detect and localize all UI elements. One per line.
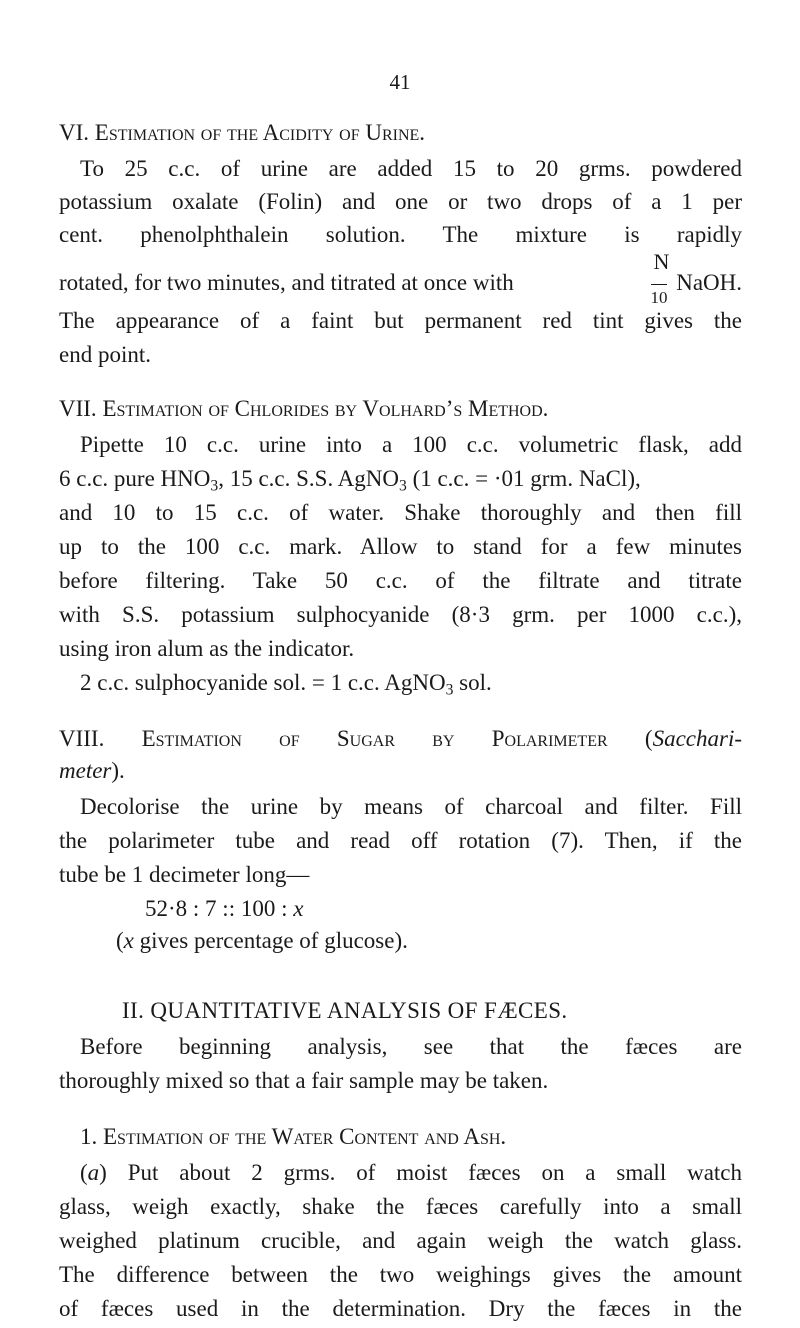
paragraph-line: end point.: [59, 342, 151, 367]
formula-variable: x: [293, 896, 304, 921]
text-run: sol.: [453, 670, 492, 695]
section-title: Estimation of the Water Content and Ash.: [103, 1124, 507, 1149]
text-run: gives percentage of glucose).: [133, 928, 408, 953]
paragraph-line-with-fraction: [59, 249, 742, 307]
equivalence-line: [80, 668, 742, 698]
subscript: 3: [399, 477, 407, 495]
item-letter: a: [87, 1160, 100, 1185]
text-run: 2 c.c. sulphocyanide sol. = 1 c.c. AgNO: [80, 670, 446, 695]
paragraph-line: weighed platinum crucible, and again weigh the watch glass.: [59, 1228, 742, 1253]
fraction-numerator: N: [653, 249, 670, 274]
paragraph-line: Pipette 10 c.c. urine into a 100 c.c. volumetric flask, add: [80, 432, 742, 457]
text-run: ).: [111, 758, 125, 783]
paragraph-line: The appearance of a faint but permanent red tint gives the: [59, 308, 742, 333]
section-heading-viii: [59, 724, 742, 754]
fraction: [650, 249, 670, 307]
section-number: VII.: [59, 396, 97, 421]
text-run: ) Put about 2 grms. of moist fæces on a small watch: [99, 1160, 742, 1185]
paragraph-line: before filtering. Take 50 c.c. of the filtrate and titrate: [59, 568, 742, 593]
page-number: 41: [389, 70, 411, 94]
section-title: Estimation of the Acidity of Urine.: [94, 120, 426, 145]
paragraph-line: glass, weigh exactly, shake the fæces carefully into a small: [59, 1194, 742, 1219]
subscript: 3: [445, 681, 454, 699]
section-title-italic: Sacchari-: [652, 726, 742, 751]
part-title: II. QUANTITATIVE ANALYSIS OF FÆCES.: [122, 998, 568, 1023]
text-run: 6 c.c. pure HNO: [59, 466, 211, 491]
proportion-formula: [145, 894, 303, 924]
text-run: NaOH.: [676, 270, 742, 295]
paragraph-line: To 25 c.c. of urine are added 15 to 20 grms. powdered: [80, 156, 742, 181]
paragraph-line: tube be 1 decimeter long—: [59, 862, 310, 887]
section-title-italic: meter: [59, 758, 112, 783]
text-run: (: [80, 1160, 88, 1185]
formula-note: [116, 926, 408, 956]
paragraph-line: the polarimeter tube and read off rotation (7). Then, if the: [59, 828, 742, 853]
paragraph-line: Decolorise the urine by means of charcoal and filter. Fill: [80, 794, 742, 819]
paragraph-line: potassium oxalate (Folin) and one or two drops of a 1 per: [59, 189, 742, 214]
text-run: 52·8 : 7 :: 100 :: [145, 896, 294, 921]
paragraph-line: [59, 464, 742, 494]
section-number: VI.: [59, 120, 90, 145]
paragraph-line: thoroughly mixed so that a fair sample may be taken.: [59, 1068, 549, 1093]
formula-variable: x: [123, 928, 134, 953]
paragraph-line: using iron alum as the indicator.: [59, 636, 355, 661]
text-run: (: [116, 928, 124, 953]
text-run: rotated, for two minutes, and titrated at once with: [59, 270, 514, 295]
text-run: , 15 c.c. S.S. AgNO: [218, 466, 399, 491]
paragraph-line: and 10 to 15 c.c. of water. Shake thoroughly and then fill: [59, 500, 742, 525]
paragraph-line: The difference between the two weighings gives the amount: [59, 1262, 742, 1287]
paragraph-line: of fæces used in the determination. Dry the fæces in the: [59, 1296, 742, 1321]
subscript: 3: [210, 477, 219, 495]
paragraph-line: [80, 1158, 742, 1188]
section-title: Estimation of Chlorides by Volhard’s Method.: [102, 396, 549, 421]
paragraph-line: Before beginning analysis, see that the fæces are: [80, 1034, 742, 1059]
section-heading-continued: [59, 756, 742, 786]
paragraph-line: up to the 100 c.c. mark. Allow to stand for a few minutes: [59, 534, 742, 559]
paragraph-line: cent. phenolphthalein solution. The mixture is rapidly: [59, 222, 742, 247]
section-number: 1.: [80, 1124, 98, 1149]
section-heading-vi: [59, 118, 742, 148]
section-number: VIII.: [59, 726, 105, 751]
section-heading-vii: [59, 394, 742, 424]
section-title: Estimation of Sugar by Polarimeter (: [141, 726, 653, 751]
text-run: (1 c.c. = ·01 grm. NaCl),: [406, 466, 641, 491]
section-heading-1: [80, 1122, 506, 1152]
paragraph-line: with S.S. potassium sulphocyanide (8·3 grm. per 1000 c.c.),: [59, 602, 742, 627]
fraction-denominator: 10: [650, 288, 668, 307]
normality-expression: [650, 249, 742, 307]
